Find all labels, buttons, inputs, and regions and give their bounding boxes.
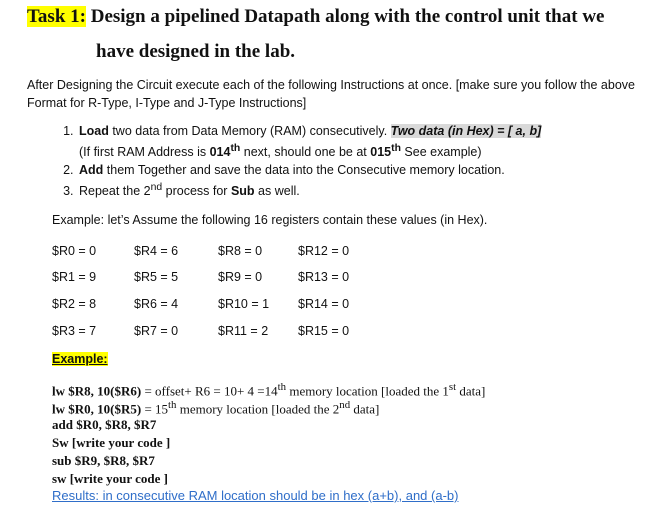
example-label: Example:: [52, 352, 108, 366]
register-r12: $R12 = 0: [298, 244, 350, 258]
register-r4: $R4 = 6: [134, 244, 179, 258]
register-r14: $R14 = 0: [298, 297, 350, 311]
register-r15: $R15 = 0: [298, 324, 350, 338]
code-line-2: [52, 399, 379, 417]
example-intro: Example: let’s Assume the following 16 registers contain these values (in Hex).: [52, 213, 488, 227]
addr-014-sup: th: [230, 143, 241, 154]
intro-paragraph: After Designing the Circuit execute each of the following Instructions at once. [make sure you follow the above Format for R-Type, I-Type and J-Type Instructions]: [27, 78, 635, 110]
code-line-1: [52, 381, 485, 399]
code-line-4: [52, 435, 170, 451]
title-text-1: Design a pipelined Datapath along with the control unit that we: [85, 6, 605, 27]
code-line-3: [52, 417, 156, 433]
step-1-line2-a: (If first RAM Address is: [79, 145, 210, 160]
code-line-2-sup: th: [168, 399, 177, 411]
register-r7: $R7 = 0: [134, 324, 179, 338]
title-line-1: [27, 6, 604, 28]
code-line-1-instr: lw $R8, 10($R6): [52, 383, 142, 399]
code-line-1-comment-3: data]: [456, 383, 486, 399]
code-line-2-comment: = 15: [141, 401, 169, 417]
code-line-5: [52, 453, 155, 469]
step-3: [77, 179, 647, 200]
register-r6: $R6 = 4: [134, 297, 179, 311]
code-line-5-instr: sub $R9, $R8, $R7: [52, 453, 155, 468]
register-r1: $R1 = 9: [52, 270, 97, 284]
results-note: Results: in consecutive RAM location should be in hex (a+b), and (a-b): [52, 488, 459, 503]
code-line-1-comment: = offset+ R6 = 10+ 4 =14: [141, 383, 278, 399]
code-line-1-sup: th: [277, 381, 287, 393]
register-r13: $R13 = 0: [298, 270, 350, 284]
code-line-2-instr: lw $R0, 10($R5): [52, 401, 142, 417]
register-r9: $R9 = 0: [218, 270, 263, 284]
register-r5: $R5 = 5: [134, 270, 179, 284]
step-3-text-c: as well.: [254, 184, 300, 199]
addr-015-sup: th: [391, 143, 401, 154]
code-line-1-sup-2: st: [448, 381, 457, 393]
register-r3: $R3 = 7: [52, 324, 97, 338]
step-3-bold: Sub: [230, 184, 255, 199]
step-2: [77, 161, 647, 179]
step-1-highlight: Two data (in Hex) = [ a, b]: [390, 124, 542, 138]
register-r0: $R0 = 0: [52, 244, 97, 258]
register-r10: $R10 = 1: [218, 297, 270, 311]
step-2-text: them Together and save the data into the Consecutive memory location.: [103, 163, 505, 178]
step-1-bold: Load: [79, 124, 109, 138]
addr-015: 015: [370, 145, 392, 160]
task-label: Task 1:: [27, 6, 86, 27]
instruction-steps: [52, 122, 647, 200]
step-3-text-a: Repeat the 2: [79, 184, 151, 199]
step-2-bold: Add: [79, 163, 104, 178]
code-line-2-comment-3: data]: [350, 401, 380, 417]
step-1: [77, 122, 647, 161]
addr-014: 014: [209, 145, 231, 160]
step-1-text: two data from Data Memory (RAM) consecutively.: [108, 124, 391, 138]
code-line-1-comment-2: memory location [loaded the 1: [286, 383, 449, 399]
title-line-2: have designed in the lab.: [96, 41, 296, 62]
step-1-line2-c: See example): [400, 145, 482, 160]
step-3-sup: nd: [150, 182, 163, 194]
code-line-3-instr: add $R0, $R8, $R7: [52, 417, 157, 432]
step-1-line2-b: next, should one be at: [240, 145, 371, 160]
code-line-4-instr: Sw [write your code ]: [52, 435, 171, 450]
step-3-text-b: process for: [162, 184, 231, 199]
register-r8: $R8 = 0: [218, 244, 263, 258]
code-line-2-sup-2: nd: [339, 399, 351, 411]
code-line-6-instr: sw [write your code ]: [52, 471, 169, 486]
code-line-2-comment-2: memory location [loaded the 2: [176, 401, 340, 417]
register-r11: $R11 = 2: [218, 324, 269, 338]
code-line-6: [52, 471, 168, 487]
register-r2: $R2 = 8: [52, 297, 97, 311]
